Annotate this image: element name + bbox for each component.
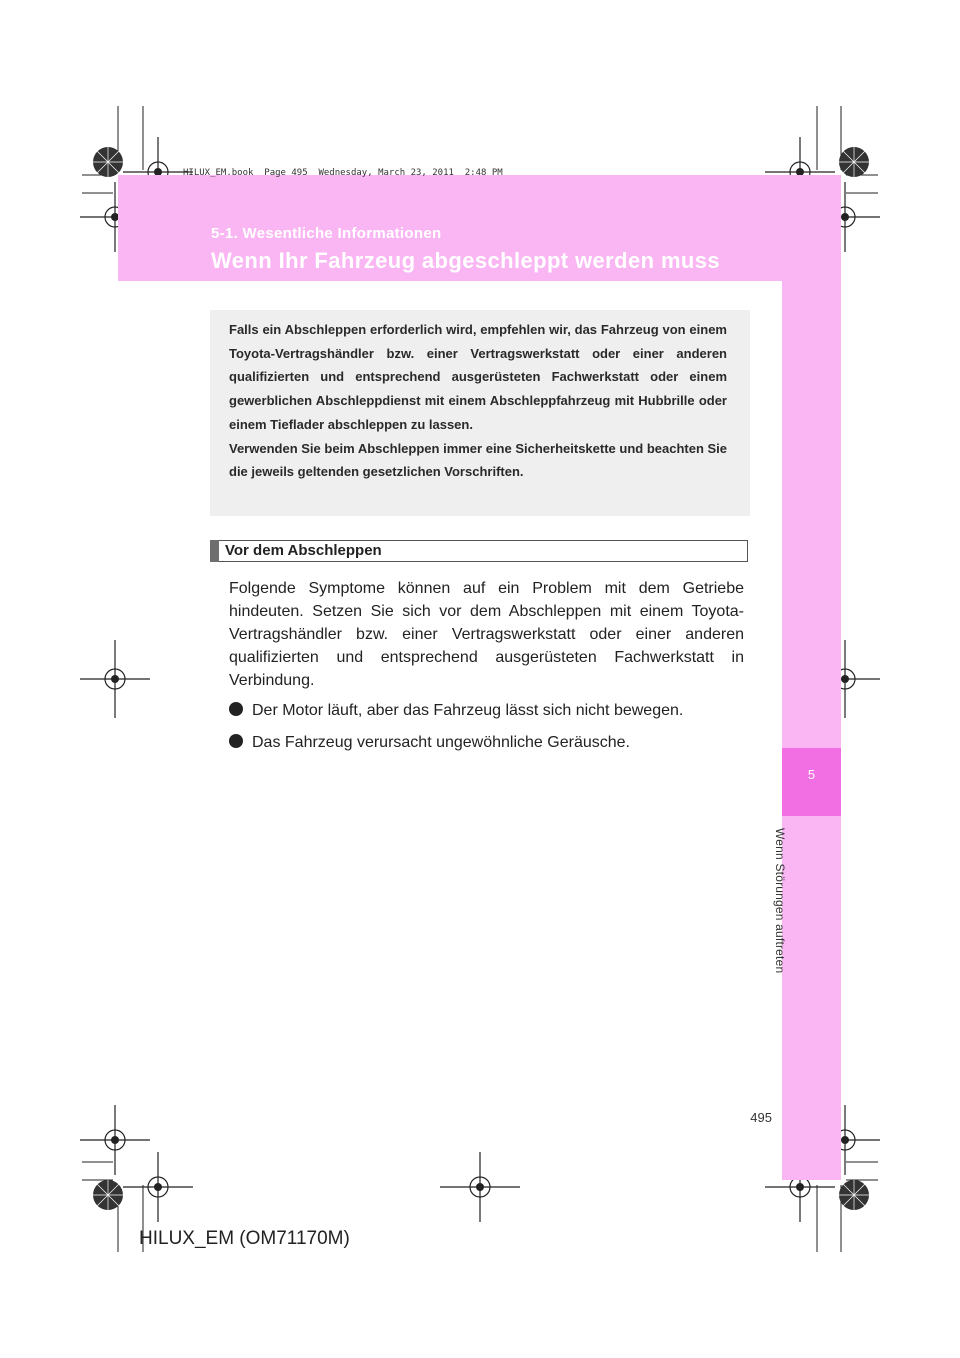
section-body: Folgende Symptome können auf ein Problem mit dem Getriebe hindeuten. Setzen Sie sich vor dem Abschleppen mit einem Toyota-Vertragshändler bzw. einer Vertragswerkstatt oder einer anderen qualifizierten und entsprechend ausgerüsteten Fachwerkstatt in Verbindung. bbox=[229, 580, 744, 689]
bullet-icon bbox=[229, 734, 243, 748]
bullet-icon bbox=[229, 702, 243, 716]
page-title: Wenn Ihr Fahrzeug abgeschleppt werden muss bbox=[211, 248, 721, 273]
section-label: 5-1. Wesentliche Informationen bbox=[211, 225, 442, 242]
section-heading: Vor dem Abschleppen bbox=[225, 542, 382, 559]
list-item bbox=[229, 734, 630, 752]
chapter-tab[interactable] bbox=[782, 748, 841, 816]
list-item bbox=[229, 702, 683, 720]
page-number: 495 bbox=[750, 1110, 772, 1125]
chapter-number: 5 bbox=[807, 767, 816, 782]
chapter-sidebar bbox=[782, 281, 841, 1180]
intro-text bbox=[229, 318, 727, 484]
manual-code: HILUX_EM (OM71170M) bbox=[139, 1228, 350, 1249]
intro-paragraph: Verwenden Sie beim Abschleppen immer eine Sicherheitskette und beachten Sie die jeweils geltenden gesetzlichen Vorschriften. bbox=[229, 440, 728, 480]
list-item-text: Der Motor läuft, aber das Fahrzeug lässt sich nicht bewegen. bbox=[252, 702, 684, 719]
intro-paragraph: Falls ein Abschleppen erforderlich wird, empfehlen wir, das Fahrzeug von einem Toyota-Vertragshändler bzw. einer Vertragswerkstatt oder einer anderen qualifizierten und entsprechend ausgerüsteten Fachwerkstatt oder einem gewerblichen Abschleppdienst mit einem Abschleppfahrzeug mit Hubbrille oder einem Tieflader abschleppen zu lassen. bbox=[229, 322, 727, 432]
list-item-text: Das Fahrzeug verursacht ungewöhnliche Geräusche. bbox=[252, 734, 630, 751]
section-heading-marker bbox=[210, 540, 219, 562]
chapter-name: Wenn Störungen auftreten bbox=[773, 828, 787, 974]
print-info: HILUX_EM.book Page 495 Wednesday, March 23, 2011 2:48 PM bbox=[183, 168, 503, 178]
